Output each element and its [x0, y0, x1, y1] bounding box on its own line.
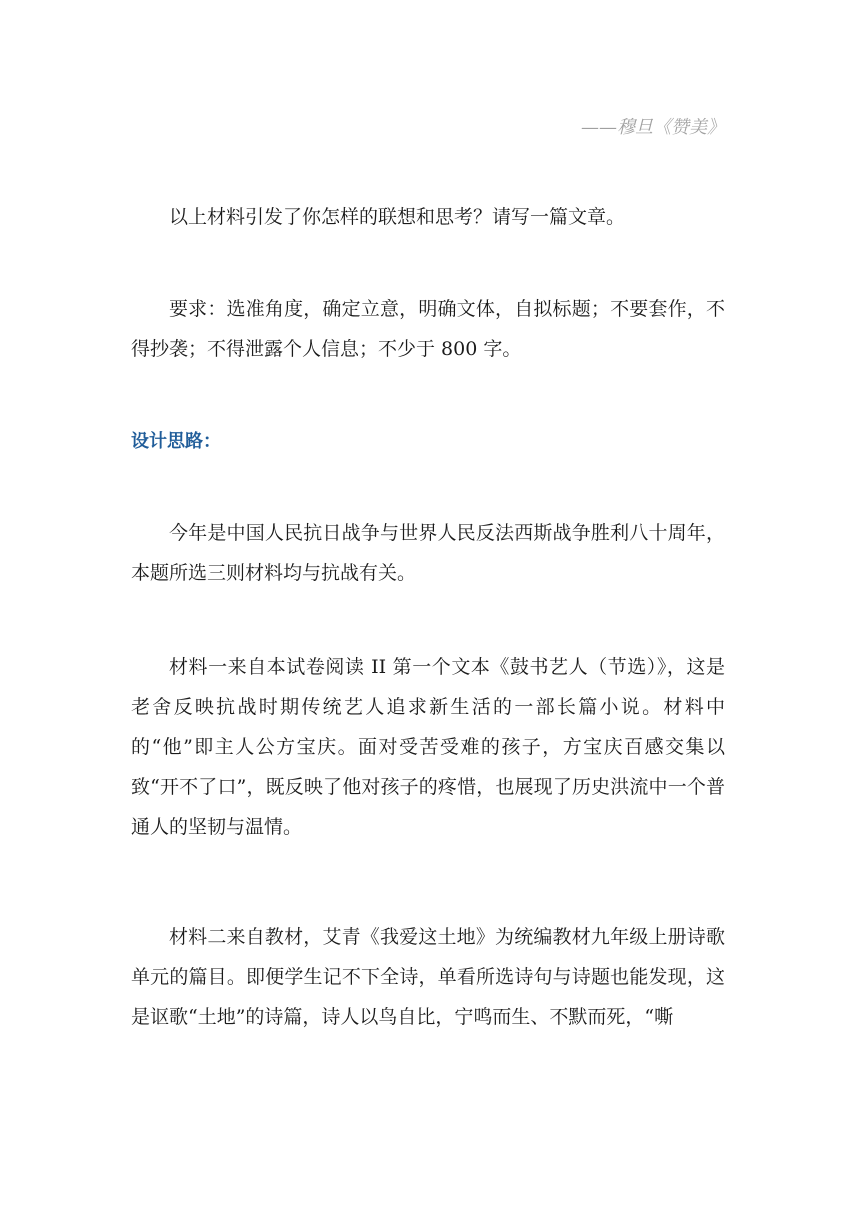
design-heading: 设计思路： [131, 431, 221, 452]
body-paragraph-3: 材料二来自教材，艾青《我爱这土地》为统编教材九年级上册诗歌单元的篇目。即便学生记不下全诗，单看所选诗句与诗题也能发现，这是讴歌“土地”的诗篇，诗人以鸟自比，宁鸣而生、不默而死，“嘶 [131, 926, 725, 1028]
writing-prompt: 以上材料引发了你怎样的联想和思考？请写一篇文章。 [169, 206, 626, 228]
body-paragraph-1: 今年是中国人民抗日战争与世界人民反法西斯战争胜利八十周年，本题所选三则材料均与抗战有关。 [131, 522, 725, 584]
quote-attribution: ——穆旦《赞美》 [581, 117, 725, 138]
document-page [131, 0, 725, 1216]
body-paragraph-2: 材料一来自本试卷阅读 II 第一个文本《鼓书艺人（节选）》，这是老舍反映抗战时期传统艺人追求新生活的一部长篇小说。材料中的“他”即主人公方宝庆。面对受苦受难的孩子，方宝庆百感交集以致“开不了口”，既反映了他对孩子的疼惜，也展现了历史洪流中一个普通人的坚韧与温情。 [131, 656, 725, 838]
requirements-paragraph: 要求：选准角度，确定立意，明确文体，自拟标题；不要套作，不得抄袭；不得泄露个人信息；不少于 800 字。 [131, 298, 725, 360]
